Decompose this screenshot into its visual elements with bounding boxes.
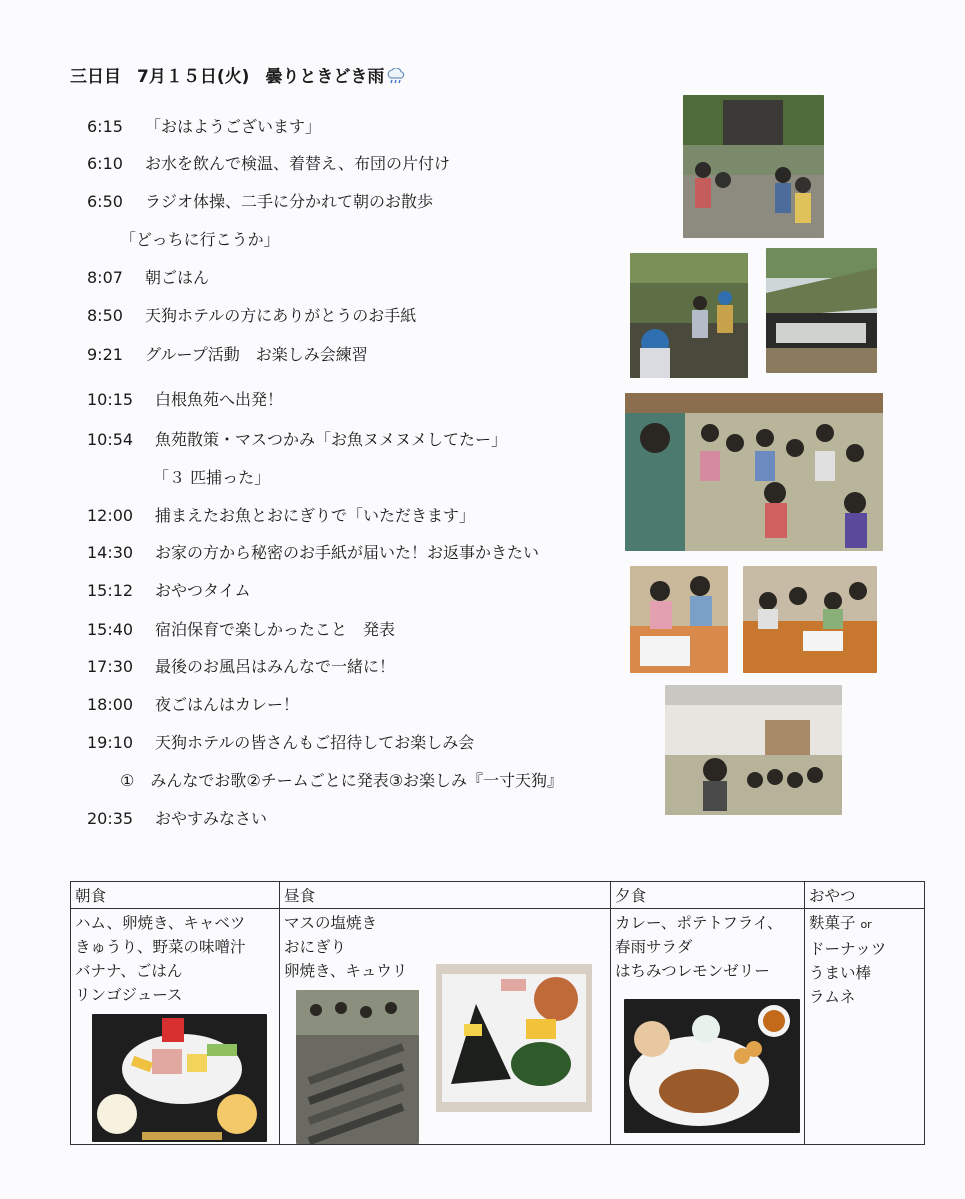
breakfast-item: きゅうり、野菜の味噌汁 xyxy=(75,938,246,956)
lunch-item: マスの塩焼き xyxy=(284,914,378,932)
schedule-time: 6:10 xyxy=(87,154,123,173)
photo-morning-walk xyxy=(683,95,824,238)
schedule-time: 8:07 xyxy=(87,268,123,287)
meals-content-row xyxy=(71,909,925,1145)
dinner-cell xyxy=(611,909,805,1145)
schedule-time: 19:10 xyxy=(87,733,134,752)
photo-grilled-fish xyxy=(296,990,419,1144)
schedule-text: 朝ごはん xyxy=(145,268,210,287)
meals-table xyxy=(70,881,925,1145)
photo-breakfast-tray xyxy=(92,1014,267,1142)
schedule-time: 20:35 xyxy=(87,809,134,828)
schedule-text: 「おはようございます」 xyxy=(145,117,322,136)
schedule-time: 8:50 xyxy=(87,306,123,325)
schedule-text: ラジオ体操、二手に分かれて朝のお散歩 xyxy=(145,192,434,211)
photo-hotel xyxy=(766,248,877,373)
lunch-item: おにぎり xyxy=(284,938,347,956)
photo-garden xyxy=(630,253,748,378)
schedule-row xyxy=(87,154,450,174)
snack-item: うまい棒 xyxy=(809,964,872,982)
schedule-row xyxy=(87,543,539,563)
weather-label: 曇りときどき雨 xyxy=(265,67,385,87)
snack-item: ラムネ xyxy=(809,988,856,1006)
schedule-time: 10:15 xyxy=(87,390,134,409)
schedule-time: 9:21 xyxy=(87,345,123,364)
schedule-text: 「３ 匹捕った」 xyxy=(153,468,271,487)
snack-item xyxy=(809,911,920,937)
schedule-row xyxy=(87,192,433,212)
schedule-row xyxy=(87,117,321,137)
snack-or-text: or xyxy=(860,918,872,931)
schedule-row xyxy=(87,306,416,326)
page-title xyxy=(70,62,406,89)
schedule-text: 捕まえたお魚とおにぎりで「いただきます」 xyxy=(155,506,476,525)
schedule-text: グループ活動 お楽しみ会練習 xyxy=(145,345,368,364)
schedule-row xyxy=(87,268,209,288)
schedule-text: お家の方から秘密のお手紙が届いた！お返事かきたい xyxy=(155,543,540,562)
schedule-text: 宿泊保育で楽しかったこと 発表 xyxy=(155,620,396,639)
schedule-time: 15:12 xyxy=(87,581,134,600)
snack-header: おやつ xyxy=(805,882,925,909)
breakfast-item: リンゴジュース xyxy=(75,986,183,1004)
schedule-row xyxy=(87,430,507,450)
schedule-row xyxy=(120,771,563,791)
breakfast-item: ハム、卵焼き、キャベツ xyxy=(75,914,246,932)
schedule-time: 15:40 xyxy=(87,620,134,639)
schedule-time: 12:00 xyxy=(87,506,134,525)
breakfast-header: 朝食 xyxy=(71,882,280,909)
schedule-row xyxy=(87,657,395,677)
schedule-row xyxy=(87,390,283,410)
schedule-row xyxy=(87,620,395,640)
schedule-time: 17:30 xyxy=(87,657,134,676)
day-label: 三日目 xyxy=(70,67,121,87)
schedule-row xyxy=(87,809,267,829)
schedule-text: 夜ごはんはカレー！ xyxy=(155,695,300,714)
photo-letter-writing xyxy=(630,566,728,673)
cloud-rain-icon xyxy=(386,68,406,89)
schedule-row xyxy=(87,506,475,526)
schedule-text: おやつタイム xyxy=(155,581,251,600)
dinner-item: カレー、ポテトフライ、 xyxy=(615,914,783,932)
lunch-cell xyxy=(280,909,611,1145)
schedule-text: おやすみなさい xyxy=(155,809,268,828)
dinner-header: 夕食 xyxy=(611,882,805,909)
schedule-row xyxy=(87,733,474,753)
schedule-text: ① みんなでお歌②チームごとに発表③お楽しみ『一寸天狗』 xyxy=(120,771,564,790)
schedule-text: 天狗ホテルの皆さんもご招待してお楽しみ会 xyxy=(155,733,475,752)
schedule-row xyxy=(87,581,251,601)
schedule-text: お水を飲んで検温、着替え、布団の片付け xyxy=(145,154,450,173)
schedule-text: 白根魚苑へ出発！ xyxy=(155,390,284,409)
meals-header-row xyxy=(71,882,925,909)
lunch-header: 昼食 xyxy=(280,882,611,909)
dinner-item: はちみつレモンゼリー xyxy=(615,962,770,980)
schedule-row xyxy=(87,695,299,715)
photo-group-activity xyxy=(625,393,883,551)
breakfast-item: バナナ、ごはん xyxy=(75,962,183,980)
breakfast-cell xyxy=(71,909,280,1145)
photo-party-hall xyxy=(665,685,842,815)
photo-snack-table xyxy=(743,566,877,673)
schedule-text: 最後のお風呂はみんなで一緒に！ xyxy=(155,657,396,676)
dinner-item: 春雨サラダ xyxy=(615,938,693,956)
schedule-text: 天狗ホテルの方にありがとうのお手紙 xyxy=(145,306,417,325)
date-label: 7月１５日(火) xyxy=(137,67,250,87)
schedule-time: 6:50 xyxy=(87,192,123,211)
schedule-text: 「どっちに行こうか」 xyxy=(120,230,280,249)
lunch-item: 卵焼き、キュウリ xyxy=(284,962,408,980)
photo-curry-dinner xyxy=(624,999,800,1133)
photo-onigiri-bento xyxy=(436,964,592,1112)
snack-cell xyxy=(805,909,925,1145)
schedule-row xyxy=(87,345,368,365)
schedule-time: 6:15 xyxy=(87,117,123,136)
snack-item-text: 麩菓子 xyxy=(809,914,856,932)
snack-item: ドーナッツ xyxy=(809,940,887,958)
schedule-time: 14:30 xyxy=(87,543,134,562)
schedule-row xyxy=(153,468,270,488)
schedule-time: 10:54 xyxy=(87,430,134,449)
schedule-time: 18:00 xyxy=(87,695,134,714)
schedule-row xyxy=(120,230,280,250)
schedule-text: 魚苑散策・マスつかみ「お魚ヌメヌメしてたー」 xyxy=(155,430,508,449)
